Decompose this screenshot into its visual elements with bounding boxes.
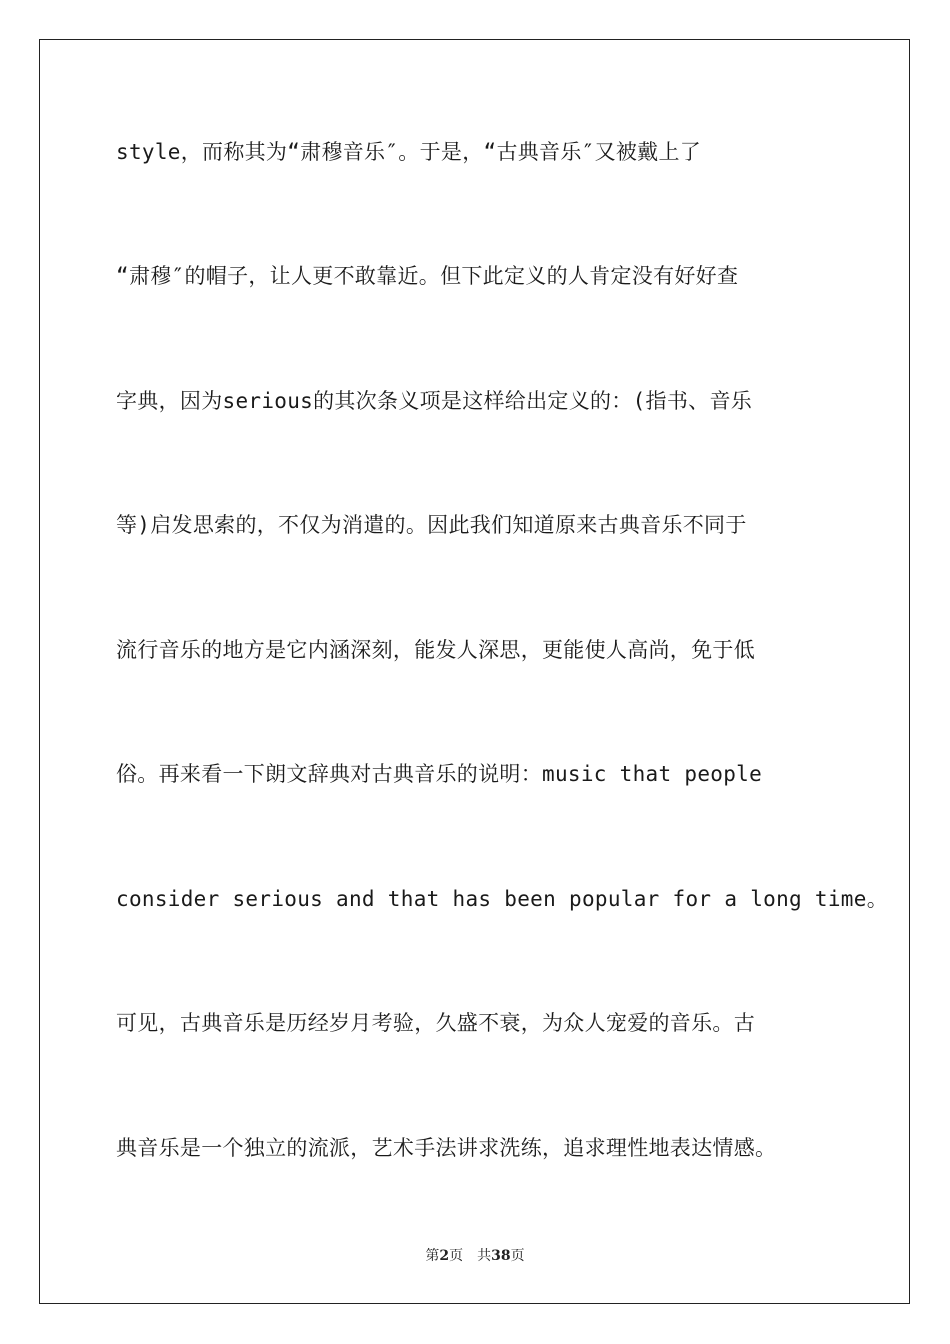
page-suffix: 页 (449, 1248, 464, 1264)
text-line-7: consider serious and that has been popular for a long time。 (116, 887, 888, 911)
page-prefix: 第 (425, 1248, 440, 1264)
page-border (39, 39, 910, 1304)
total-pages: 38 (491, 1248, 511, 1264)
text-line-9: 典音乐是一个独立的流派，艺术手法讲求洗练，追求理性地表达情感。 (116, 1136, 777, 1160)
text-line-1: style，而称其为“肃穆音乐″。于是，“古典音乐″又被戴上了 (116, 140, 702, 164)
text-line-4: 等)启发思索的，不仅为消遣的。因此我们知道原来古典音乐不同于 (116, 513, 747, 537)
page-number: 2 (439, 1248, 450, 1264)
page-footer (0, 1245, 950, 1265)
text-line-5: 流行音乐的地方是它内涵深刻，能发人深思，更能使人高尚，免于低 (116, 638, 755, 662)
text-line-8: 可见，古典音乐是历经岁月考验，久盛不衰，为众人宠爱的音乐。古 (116, 1011, 755, 1035)
text-line-3: 字典，因为serious的其次条义项是这样给出定义的：(指书、音乐 (116, 389, 753, 413)
text-line-2: “肃穆″的帽子，让人更不敢靠近。但下此定义的人肯定没有好好查 (116, 264, 739, 288)
total-suffix: 页 (510, 1248, 525, 1264)
text-line-6: 俗。再来看一下朗文辞典对古典音乐的说明：music that people (116, 762, 763, 786)
total-prefix: 共 (477, 1248, 492, 1264)
